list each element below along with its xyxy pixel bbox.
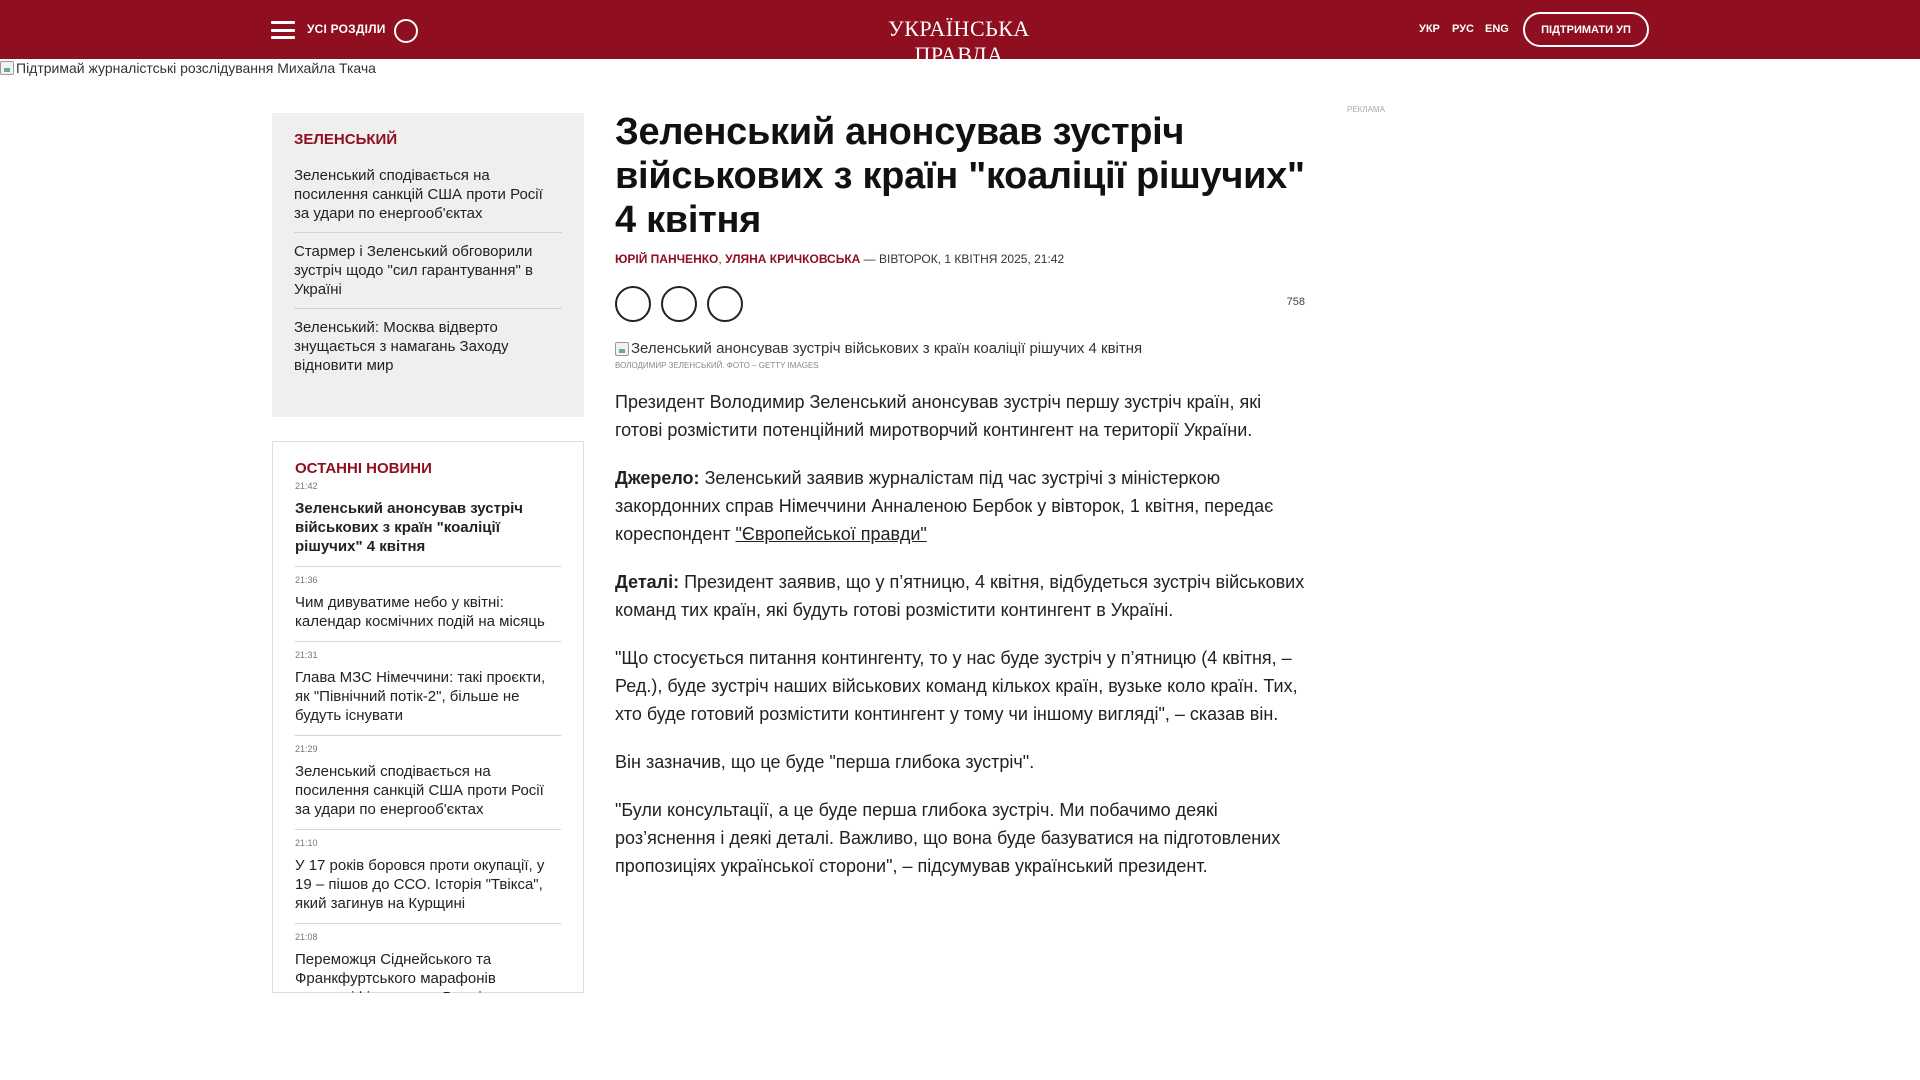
topic-title[interactable]: ЗЕЛЕНСЬКИЙ xyxy=(294,131,398,148)
publish-date: ВІВТОРОК, 1 КВІТНЯ 2025, 21:42 xyxy=(879,252,1065,266)
news-time: 21:36 xyxy=(295,575,318,585)
menu-icon[interactable] xyxy=(271,21,295,39)
site-header xyxy=(0,0,1920,67)
article-body xyxy=(615,388,1305,880)
paragraph-text: Зеленський заявив журналістам під час зустрічі з міністеркою закордонних справ Німеччини Анналеною Бербок у вівторок, 1 квітня, передає кореспондент xyxy=(615,468,1274,544)
news-item[interactable] xyxy=(295,481,561,567)
topic-card xyxy=(272,113,584,417)
news-item[interactable] xyxy=(295,650,561,736)
article-photo xyxy=(615,340,1305,357)
topic-item[interactable]: Зеленський сподівається на посилення санкцій США проти Росії за удари по енергооб'єктах xyxy=(294,166,562,233)
paragraph xyxy=(615,464,1305,548)
lang-eng-link[interactable]: ENG xyxy=(1485,23,1509,35)
topic-item[interactable]: Стармер і Зеленський обговорили зустріч щодо "сил гарантування" в Україні xyxy=(294,242,562,309)
byline xyxy=(615,252,1305,266)
view-count: 758 xyxy=(1286,296,1305,308)
share-row xyxy=(615,286,1305,322)
news-title[interactable]: Зеленський сподівається на посилення санкцій США проти Росії за удари по енергооб'єктах xyxy=(295,763,544,818)
news-title[interactable]: У 17 років боровся проти окупації, у 19 – пішов до ССО. Історія "Твікса", який загинув на Курщині xyxy=(295,857,545,912)
news-item[interactable] xyxy=(295,575,561,642)
photo-alt-text: Зеленський анонсував зустріч військових з країн коаліції рішучих 4 квітня xyxy=(631,340,1143,357)
news-title[interactable]: Чим дивуватиме небо у квітні: календар космічних подій на місяць xyxy=(295,594,545,630)
page-bottom-area xyxy=(0,993,1920,1080)
lang-ukr-link[interactable]: УКР xyxy=(1419,23,1440,35)
news-title[interactable]: Переможця Сіднейського та Франкфуртського марафонів xyxy=(295,951,496,987)
source-link[interactable]: "Європейської правди" xyxy=(735,524,927,544)
share-facebook-icon[interactable] xyxy=(615,286,651,322)
author-link[interactable]: ЮРІЙ ПАНЧЕНКО xyxy=(615,252,719,266)
news-time: 21:31 xyxy=(295,650,318,660)
latest-news-card xyxy=(272,441,584,993)
news-item[interactable] xyxy=(295,838,561,924)
byline-dash: — xyxy=(860,252,879,266)
details-label: Деталі: xyxy=(615,572,680,592)
share-telegram-icon[interactable] xyxy=(707,286,743,322)
paragraph-text: Президент заявив, що у п’ятницю, 4 квітня, відбудеться зустріч військових команд тих країн, які будуть готові розмістити контингент в Україні. xyxy=(615,572,1305,620)
lang-rus-link[interactable]: РУС xyxy=(1452,23,1474,35)
search-icon[interactable] xyxy=(394,19,418,43)
broken-image-icon xyxy=(615,342,629,356)
author-separator: , xyxy=(718,252,726,266)
news-time: 21:29 xyxy=(295,744,318,754)
article-title: Зеленський анонсував зустріч військових з країн "коаліції рішучих" 4 квітня xyxy=(615,111,1305,241)
promo-banner[interactable] xyxy=(0,60,376,76)
paragraph: Президент Володимир Зеленський анонсував зустріч першу зустріч країн, які готові розмістити потенційний миротворчий контингент на території України. xyxy=(615,392,1262,440)
news-item[interactable] xyxy=(295,744,561,830)
paragraph: "Що стосується питання контингенту, то у нас буде зустріч у п’ятницю (4 квітня, – Ред.), буде зустріч наших військових команд кількох країн, вузьке коло країн. Тих, хто буде готовий розмістити контингент у тому чи іншому вигляді", – сказав він. xyxy=(615,648,1298,724)
photo-caption: ВОЛОДИМИР ЗЕЛЕНСЬКИЙ. ФОТО – GETTY IMAGES xyxy=(615,361,819,370)
news-time: 21:08 xyxy=(295,932,318,942)
author-link[interactable]: УЛЯНА КРИЧКОВСЬКА xyxy=(725,252,861,266)
topic-item[interactable]: Зеленський: Москва відверто знущається з намагань Заходу відновити мир xyxy=(294,319,509,374)
broken-image-icon xyxy=(0,61,14,75)
news-time: 21:42 xyxy=(295,481,318,491)
paragraph: "Були консультації, а це буде перша глибока зустріч. Ми побачимо деякі роз’яснення і деякі деталі. Важливо, що вона буде базуватися на підготовлених пропозиціях української сторони", – підсумував український президент. xyxy=(615,800,1281,876)
latest-news-title[interactable]: ОСТАННІ НОВИНИ xyxy=(295,460,432,477)
site-logo[interactable]: УКРАЇНСЬКА ПРАВДА xyxy=(888,16,1030,67)
paragraph: Він зазначив, що це буде "перша глибока зустріч". xyxy=(615,752,1035,772)
news-title[interactable]: Зеленський анонсував зустріч військових з країн "коаліції рішучих" 4 квітня xyxy=(295,500,523,555)
share-twitter-icon[interactable] xyxy=(661,286,697,322)
banner-alt-text: Підтримай журналістські розслідування Михайла Ткача xyxy=(16,60,376,76)
source-label: Джерело: xyxy=(615,468,700,488)
news-time: 21:10 xyxy=(295,838,318,848)
paragraph xyxy=(615,568,1305,624)
all-sections-link[interactable]: УСІ РОЗДІЛИ xyxy=(307,22,386,36)
ad-label: РЕКЛАМА xyxy=(1347,105,1385,114)
article xyxy=(615,110,1305,900)
support-button[interactable]: ПІДТРИМАТИ УП xyxy=(1523,12,1649,47)
news-title[interactable]: Глава МЗС Німеччини: такі проєкти, як "Північний потік-2", більше не будуть існувати xyxy=(295,669,546,724)
